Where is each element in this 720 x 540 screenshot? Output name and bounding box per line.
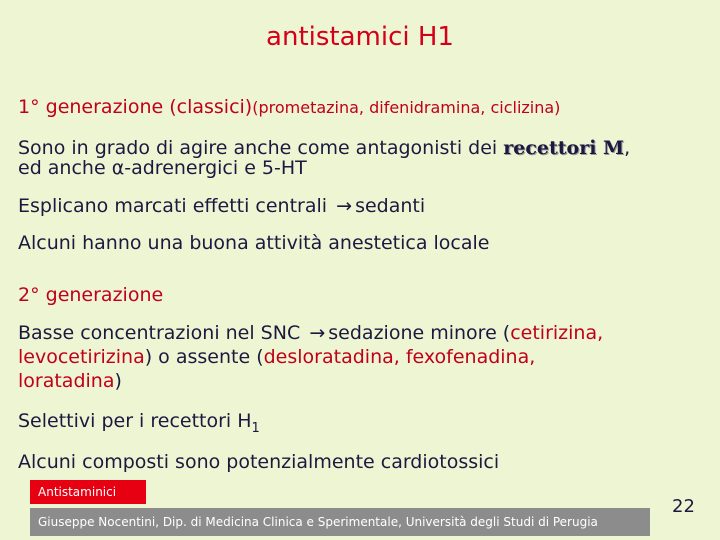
central-effects-text: Esplicano marcati effetti centrali	[18, 195, 328, 217]
receptor-line-1	[18, 137, 630, 159]
receptor-comma: ,	[624, 137, 631, 159]
anesthetic-line: Alcuni hanno una buona attività anestetica locale	[18, 232, 490, 254]
sedative-text: sedanti	[355, 195, 426, 217]
receptor-line-2	[18, 157, 307, 179]
drug-desloratadine-fexofenadine: desloratadina, fexofenadina,	[263, 346, 536, 368]
alpha-symbol: α	[111, 157, 125, 179]
receptor-line2-pre: ed anche	[18, 157, 112, 179]
first-generation-line	[18, 96, 560, 119]
drug-levocetirizine: levocetirizina	[18, 346, 145, 368]
selective-text: Selettivi per i recettori H	[18, 410, 252, 432]
right-arrow-icon: →	[309, 322, 326, 344]
h1-subscript: 1	[251, 420, 260, 436]
low-concentration-line-2	[18, 346, 535, 368]
absent-text: ) o assente (	[144, 346, 264, 368]
footer-credit: Giuseppe Nocentini, Dip. di Medicina Clinica e Sperimentale, Università degli Studi di Perugia	[30, 508, 650, 536]
central-effects-line	[18, 195, 425, 217]
closing-paren: )	[114, 370, 122, 392]
right-arrow-icon: →	[336, 195, 353, 217]
first-generation-examples: (prometazina, difenidramina, ciclizina)	[252, 98, 561, 117]
selective-line	[18, 410, 260, 440]
sedation-text: sedazione minore (	[328, 322, 511, 344]
cardiotoxic-line: Alcuni composti sono potenzialmente cardiotossici	[18, 451, 500, 473]
receptor-text: Sono in grado di agire anche come antagonisti dei	[18, 137, 504, 159]
footer-topic-tag: Antistaminici	[30, 480, 146, 504]
slide-title: antistamici H1	[266, 22, 454, 52]
receptor-m-highlight: recettori M	[503, 137, 625, 159]
receptor-line2-post: -adrenergici e 5-HT	[124, 157, 307, 179]
second-generation-heading: 2° generazione	[18, 284, 164, 306]
drug-cetirizine: cetirizina,	[510, 322, 604, 344]
low-concentration-line-3	[18, 370, 122, 392]
low-concentration-line-1	[18, 322, 603, 344]
page-number: 22	[672, 496, 695, 517]
drug-loratadine: loratadina	[18, 370, 115, 392]
low-concentration-text: Basse concentrazioni nel SNC	[18, 322, 301, 344]
first-generation-heading: 1° generazione (classici)	[18, 96, 253, 118]
